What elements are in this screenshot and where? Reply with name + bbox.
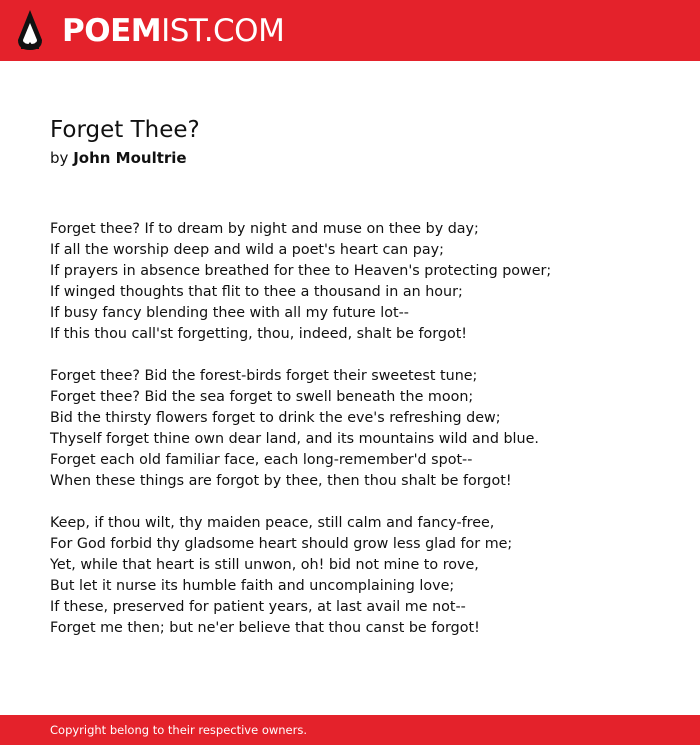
poem-line: If busy fancy blending thee with all my future lot-- bbox=[50, 305, 409, 321]
poem-line: Forget me then; but ne'er believe that thou canst be forgot! bbox=[50, 620, 480, 636]
copyright-notice: Copyright belong to their respective owners. bbox=[50, 723, 308, 737]
byline bbox=[50, 149, 187, 167]
poem-line: Keep, if thou wilt, thy maiden peace, still calm and fancy-free, bbox=[50, 515, 495, 531]
poem-line: If all the worship deep and wild a poet's heart can pay; bbox=[50, 242, 444, 258]
poem-title: Forget Thee? bbox=[50, 117, 200, 143]
poem-line: If this thou call'st forgetting, thou, indeed, shalt be forgot! bbox=[50, 326, 468, 342]
site-footer bbox=[0, 715, 700, 745]
site-header bbox=[0, 0, 700, 61]
poem-line: If these, preserved for patient years, at last avail me not-- bbox=[50, 599, 466, 615]
author-name[interactable]: John Moultrie bbox=[73, 149, 187, 167]
poem-line: But let it nurse its humble faith and uncomplaining love; bbox=[50, 578, 455, 594]
poem-line: When these things are forgot by thee, then thou shalt be forgot! bbox=[50, 473, 512, 489]
poem-line: Forget thee? Bid the sea forget to swell beneath the moon; bbox=[50, 389, 474, 405]
poem-line: Forget each old familiar face, each long-remember'd spot-- bbox=[50, 452, 473, 468]
poem-line: Forget thee? Bid the forest-birds forget their sweetest tune; bbox=[50, 368, 478, 384]
poem-line: If prayers in absence breathed for thee to Heaven's protecting power; bbox=[50, 263, 552, 279]
stanza bbox=[50, 366, 551, 492]
poem-line: Thyself forget thine own dear land, and its mountains wild and blue. bbox=[50, 431, 539, 447]
poem-line: If winged thoughts that flit to thee a thousand in an hour; bbox=[50, 284, 463, 300]
stanza bbox=[50, 513, 551, 639]
site-logo-text[interactable] bbox=[62, 11, 284, 51]
poem-line: Bid the thirsty flowers forget to drink the eve's refreshing dew; bbox=[50, 410, 501, 426]
stanza bbox=[50, 219, 551, 345]
brand-light-part: IST.COM bbox=[161, 13, 285, 49]
poem-line: Yet, while that heart is still unwon, oh! bid not mine to rove, bbox=[50, 557, 479, 573]
poem-line: Forget thee? If to dream by night and muse on thee by day; bbox=[50, 221, 479, 237]
byline-prefix: by bbox=[50, 149, 69, 167]
brand-bold-part: POEM bbox=[62, 13, 162, 49]
poem-body bbox=[50, 219, 551, 660]
pencil-tip-icon[interactable] bbox=[17, 9, 43, 51]
poem-line: For God forbid thy gladsome heart should grow less glad for me; bbox=[50, 536, 513, 552]
